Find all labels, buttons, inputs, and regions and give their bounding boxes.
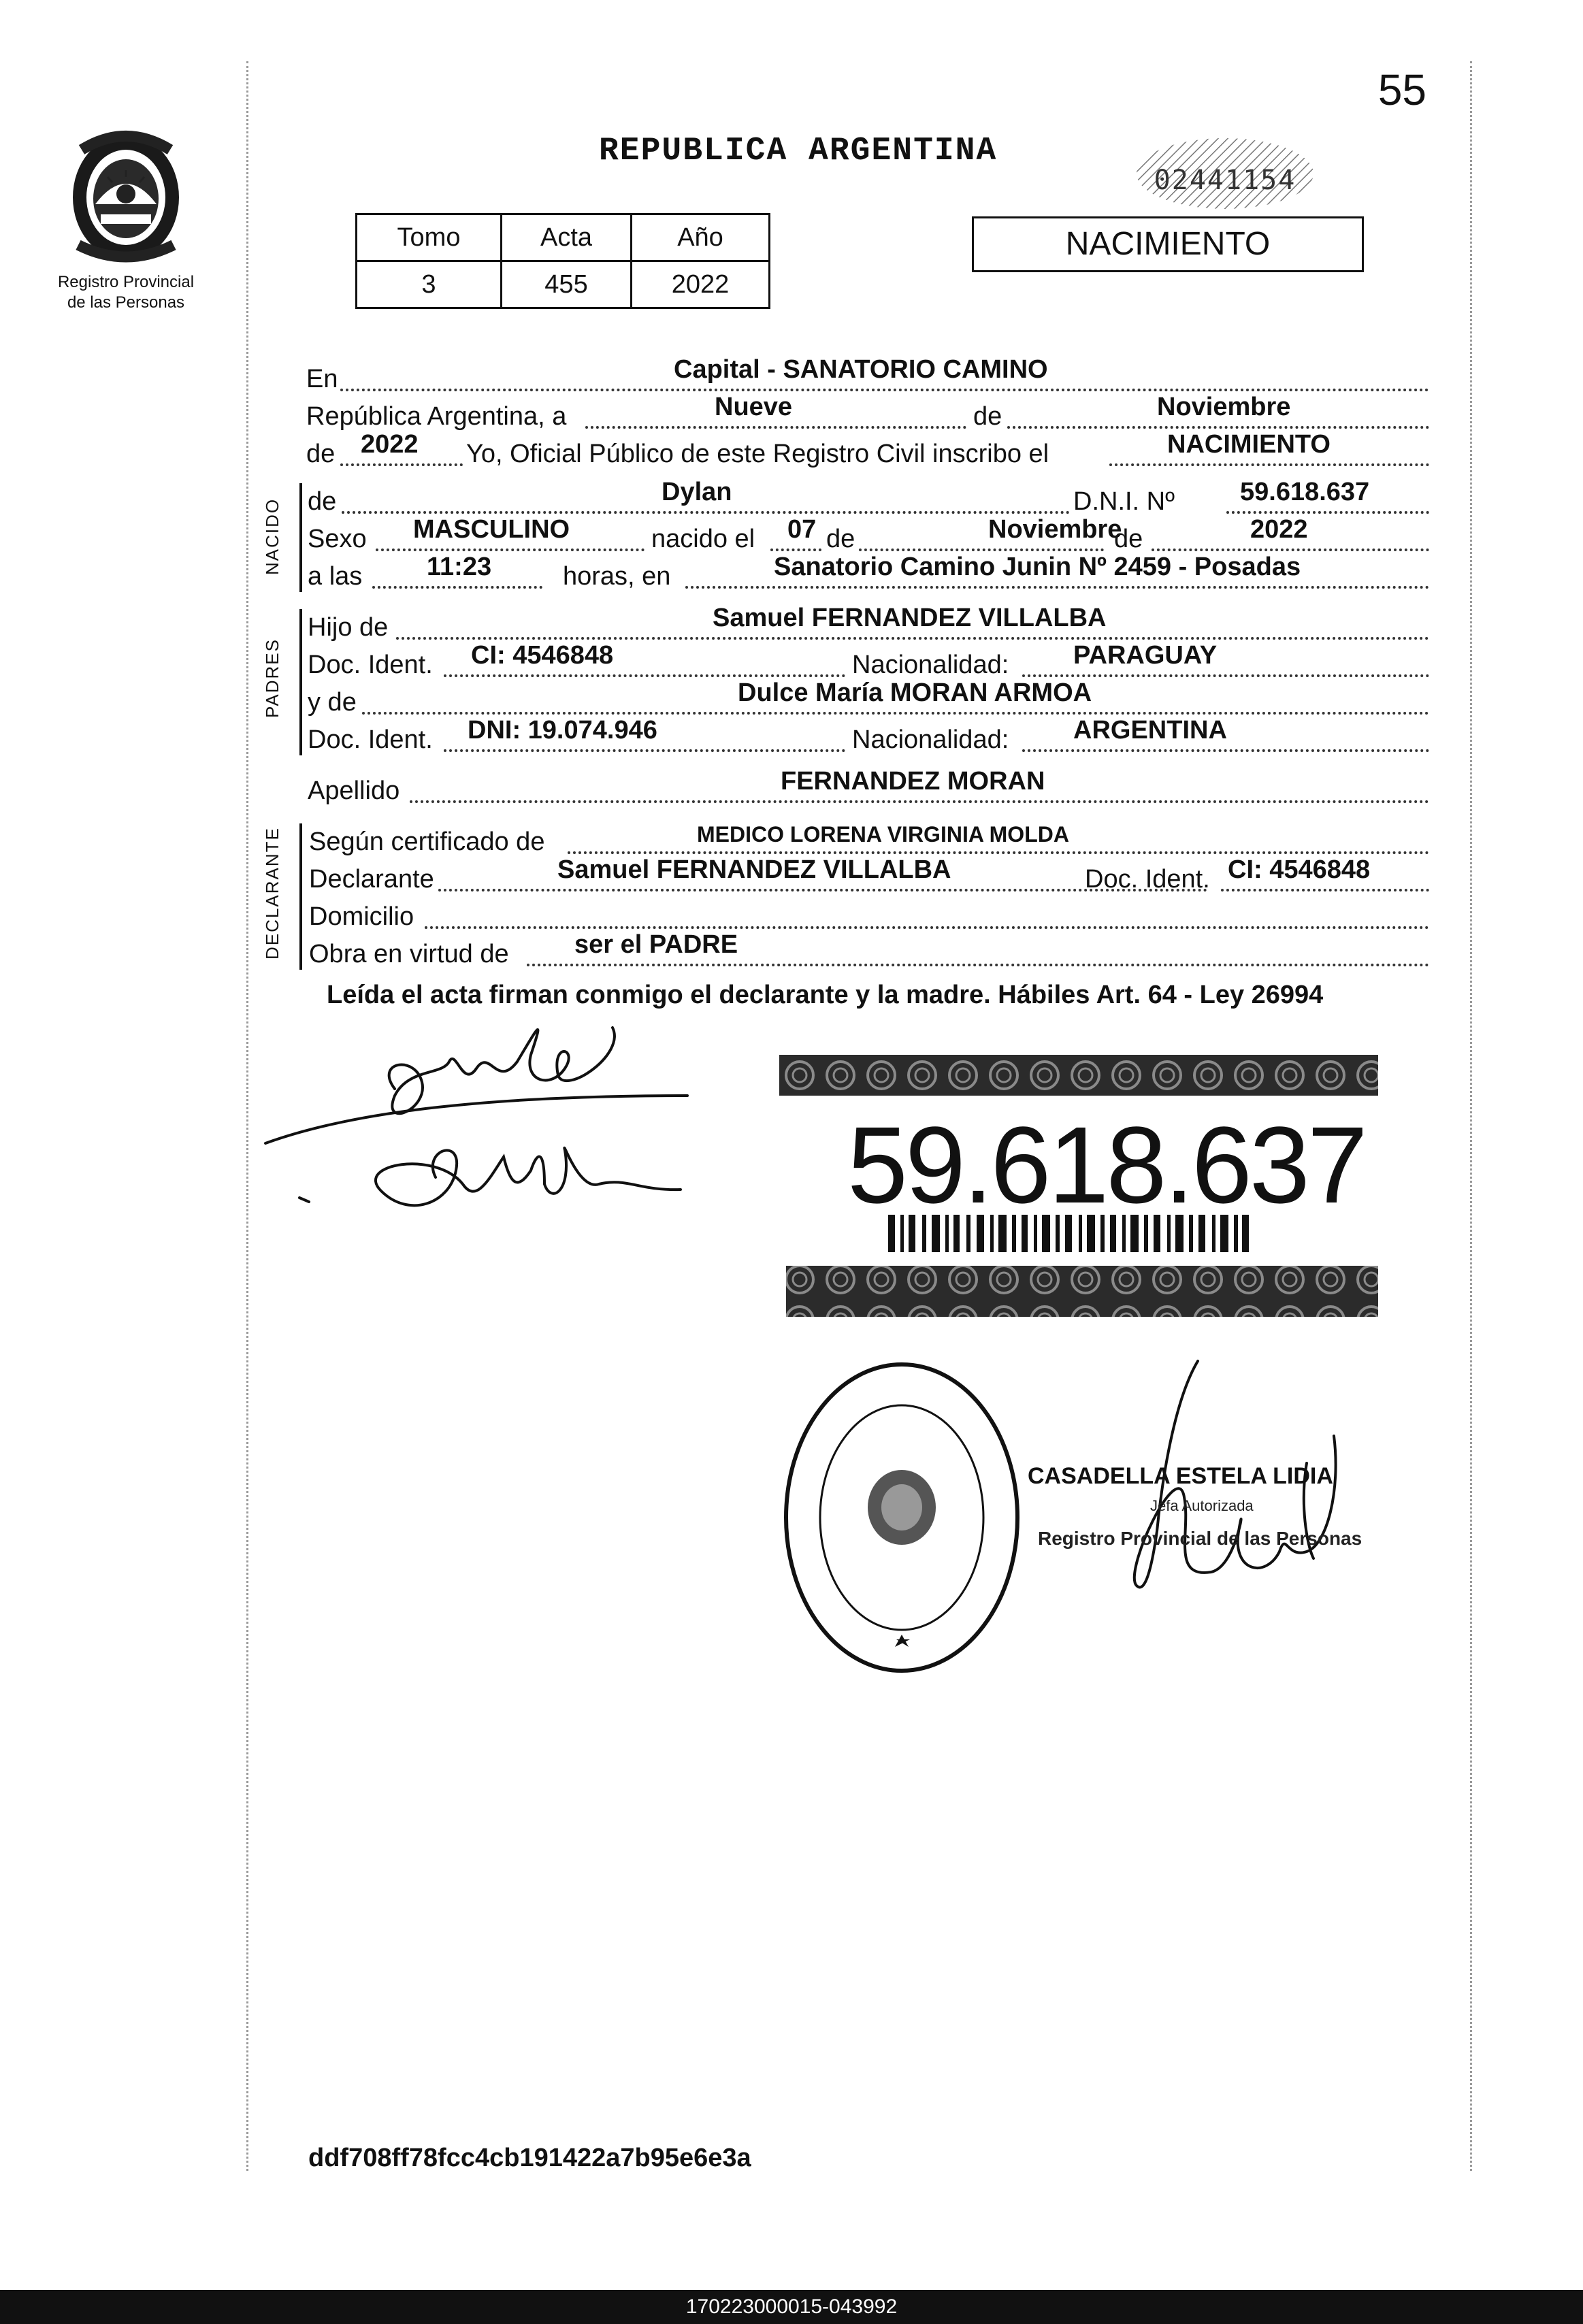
- dni-label: D.N.I. Nº: [1073, 487, 1175, 516]
- acto-value: NACIMIENTO: [1167, 430, 1331, 459]
- serial-number: 02441154: [1154, 165, 1296, 196]
- nacido-section-bar: [299, 483, 306, 592]
- country-title: REPUBLICA ARGENTINA: [599, 133, 998, 169]
- left-margin-rule: [246, 61, 248, 2171]
- acta-header: Acta: [502, 214, 632, 261]
- row-father-doc: [308, 643, 1429, 684]
- declarante-label: Declarante: [309, 865, 434, 894]
- record-type-box: NACIMIENTO: [972, 216, 1364, 272]
- logo-caption-line2: de las Personas: [67, 293, 185, 312]
- declarante-doc: CI: 4546848: [1228, 855, 1371, 884]
- republica-label: República Argentina, a: [306, 402, 567, 431]
- day-value: Nueve: [715, 393, 793, 421]
- registry-seal-icon: [776, 1354, 1028, 1681]
- father-doc: CI: 4546848: [471, 641, 614, 670]
- mother-nac-label: Nacionalidad:: [852, 725, 1009, 754]
- padres-side-label: PADRES: [262, 638, 282, 718]
- y-de-label: y de: [308, 688, 357, 717]
- row-apellido: [308, 769, 1429, 810]
- row-obra: [309, 932, 1429, 973]
- date-de-label: de: [973, 402, 1002, 431]
- declarante-name: Samuel FERNANDEZ VILLALBA: [557, 855, 951, 884]
- row-place: [306, 357, 1429, 398]
- official-name: CASADELLA ESTELA LIDIA: [1028, 1463, 1333, 1489]
- father-nationality: PARAGUAY: [1073, 641, 1218, 670]
- child-name: Dylan: [662, 478, 732, 506]
- obra-value: ser el PADRE: [574, 930, 738, 959]
- birth-day: 07: [787, 515, 817, 544]
- hijo-de-label: Hijo de: [308, 613, 389, 642]
- year-value: 2022: [361, 430, 419, 459]
- logo-caption-line1: Registro Provincial: [57, 273, 195, 291]
- obra-label: Obra en virtud de: [309, 940, 509, 968]
- official-stamp: [776, 1354, 1028, 1681]
- document-hash: ddf708ff78fcc4cb191422a7b95e6e3a: [308, 2144, 751, 2172]
- row-domicilio: [309, 895, 1429, 936]
- right-margin-rule: [1470, 61, 1472, 2171]
- place-value: Capital - SANATORIO CAMINO: [674, 355, 1048, 384]
- declarante-doc-label: Doc. Ident.: [1085, 865, 1210, 894]
- row-hijo-de: [308, 606, 1429, 647]
- sexo-value: MASCULINO: [413, 515, 570, 544]
- sexo-label: Sexo: [308, 525, 367, 553]
- nacido-side-label: NACIDO: [262, 497, 282, 575]
- dni-barcode-block: [779, 1055, 1378, 1320]
- horas-label: horas, en: [563, 562, 671, 591]
- row-mother-doc: [308, 718, 1429, 759]
- certificado-value: MEDICO LORENA VIRGINIA MOLDA: [697, 822, 1069, 847]
- mother-nationality: ARGENTINA: [1073, 716, 1227, 744]
- declarant-signatures-icon: [259, 1014, 694, 1245]
- father-doc-label: Doc. Ident.: [308, 651, 433, 679]
- acta-value: 455: [502, 261, 632, 308]
- official-office: Registro Provincial de las Personas: [1038, 1528, 1362, 1549]
- birth-time: 11:23: [427, 553, 492, 581]
- row-certificado: [309, 820, 1429, 861]
- mother-name: Dulce María MORAN ARMOA: [738, 678, 1092, 707]
- declarante-section-bar: [299, 823, 306, 970]
- row-declarante: [309, 857, 1429, 898]
- row-y-de: [308, 678, 1429, 721]
- row-nombre: [308, 480, 1429, 521]
- padres-section-bar: [299, 609, 306, 755]
- row-date: [306, 395, 1429, 436]
- birth-month: Noviembre: [988, 515, 1122, 544]
- row-sexo: [308, 517, 1429, 558]
- month-value: Noviembre: [1157, 393, 1291, 421]
- declarante-side-label: DECLARANTE: [262, 827, 282, 960]
- footer-code: 170223000015-043992: [685, 2295, 898, 2318]
- footer-code-bar: [0, 2290, 1583, 2324]
- tomo-header: Tomo: [357, 214, 502, 261]
- en-label: En: [306, 365, 338, 393]
- certificado-label: Según certificado de: [309, 828, 545, 856]
- birth-de-label: de: [826, 525, 855, 553]
- father-nac-label: Nacionalidad:: [852, 651, 1009, 679]
- barcode-number: 59.618.637: [847, 1104, 1365, 1226]
- apellido-value: FERNANDEZ MORAN: [781, 767, 1045, 796]
- serial-hologram: [1133, 136, 1317, 211]
- child-dni: 59.618.637: [1240, 478, 1370, 506]
- row-inscribo: [306, 432, 1429, 473]
- birth-place: Sanatorio Camino Junin Nº 2459 - Posadas: [774, 553, 1301, 581]
- mother-doc: DNI: 19.074.946: [468, 716, 657, 744]
- apellido-label: Apellido: [308, 776, 400, 805]
- page-number: 55: [1377, 65, 1426, 114]
- registry-table: [355, 213, 770, 309]
- row-hora: [308, 555, 1429, 595]
- nombre-de-label: de: [308, 487, 337, 516]
- anio-value: 2022: [632, 261, 770, 308]
- year-de-label: de: [306, 440, 336, 468]
- province-logo: [41, 122, 211, 327]
- tomo-value: 3: [357, 261, 502, 308]
- official-role: Jefa Autorizada: [1150, 1497, 1254, 1514]
- domicilio-label: Domicilio: [309, 902, 414, 931]
- anio-header: Año: [632, 214, 770, 261]
- closing-text: Leída el acta firman conmigo el declarante y la madre. Hábiles Art. 64 - Ley 26994: [327, 981, 1324, 1009]
- birth-de-label-2: de: [1114, 525, 1143, 553]
- coat-of-arms-icon: [41, 122, 211, 265]
- a-las-label: a las: [308, 562, 363, 591]
- birth-year: 2022: [1250, 515, 1308, 544]
- nacido-el-label: nacido el: [651, 525, 755, 553]
- inscribo-label: Yo, Oficial Público de este Registro Civil inscribo el: [466, 440, 1049, 468]
- father-name: Samuel FERNANDEZ VILLALBA: [713, 604, 1107, 632]
- mother-doc-label: Doc. Ident.: [308, 725, 433, 754]
